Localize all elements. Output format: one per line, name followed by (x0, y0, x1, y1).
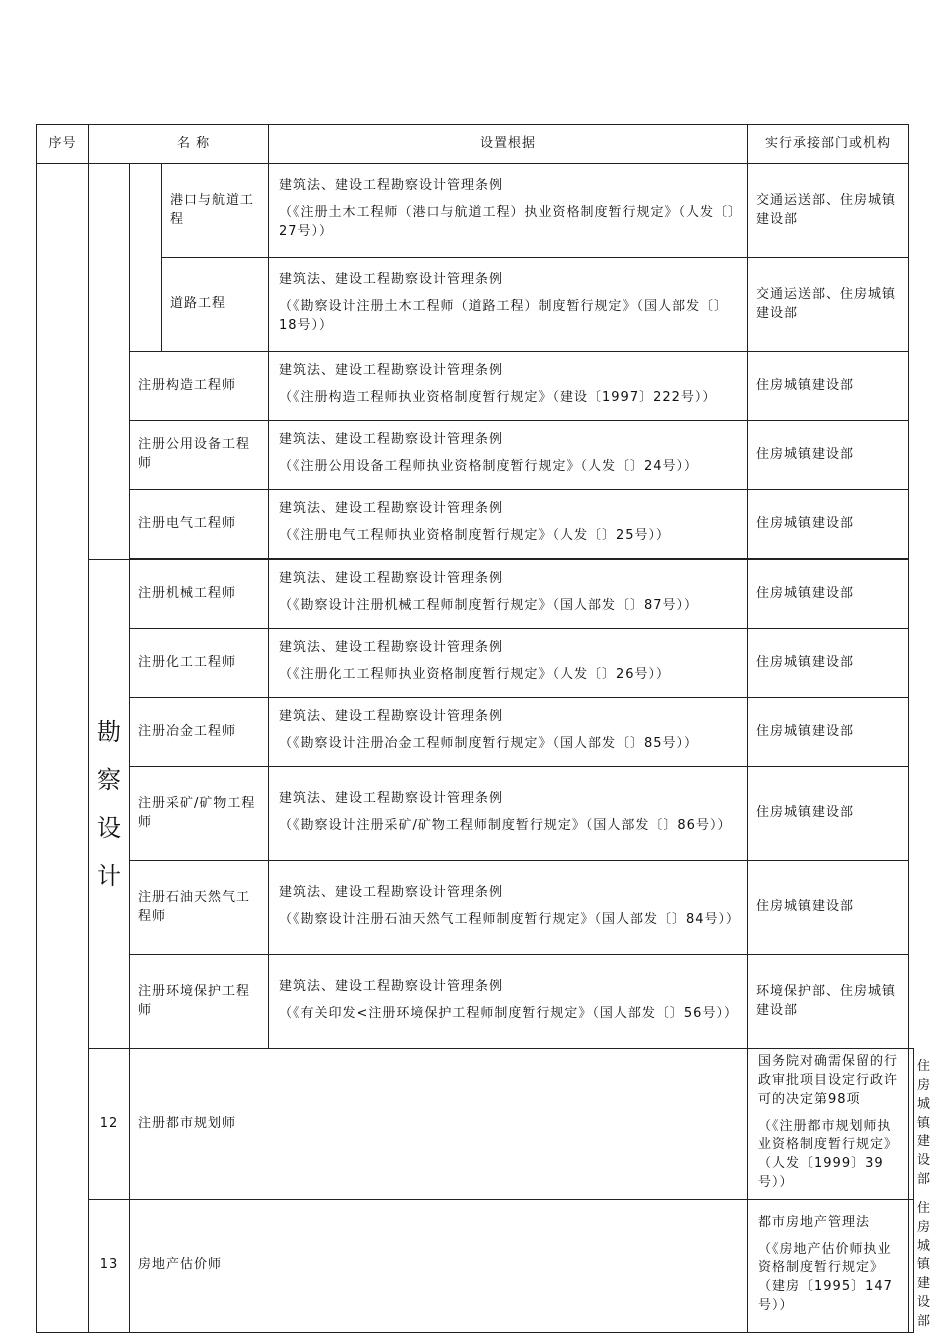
item-basis (748, 1199, 909, 1332)
subgroup-cell (130, 164, 162, 352)
header-name: 名 称 (89, 125, 269, 164)
basis-law: 建筑法、建设工程勘察设计管理条例 (279, 432, 504, 448)
category-label: 勘 察 设 计 (97, 718, 121, 890)
table-row (37, 560, 914, 629)
item-name: 港口与航道工程 (162, 164, 269, 258)
item-dept: 住房城镇建设部 (909, 1199, 914, 1332)
item-basis (269, 629, 748, 698)
basis-law: 建筑法、建设工程勘察设计管理条例 (279, 978, 504, 994)
item-name: 注册都市规划师 (130, 1049, 748, 1200)
basis-regulation: （《注册电气工程师执业资格制度暂行规定》（人发〔〕25号）） (279, 528, 671, 543)
table-row (37, 164, 914, 258)
basis-law: 建筑法、建设工程勘察设计管理条例 (279, 884, 504, 900)
item-basis (269, 767, 748, 861)
table-row (37, 352, 914, 421)
item-name: 注册公用设备工程师 (130, 421, 269, 490)
basis-regulation: （《房地产估价师执业资格制度暂行规定》（建房〔1995〕147号）） (758, 1241, 893, 1314)
item-dept: 住房城镇建设部 (748, 421, 909, 490)
item-basis (269, 258, 748, 352)
table-row (37, 767, 914, 861)
qualification-table (36, 124, 932, 1333)
basis-regulation: （《勘察设计注册机械工程师制度暂行规定》（国人部发〔〕87号）） (279, 598, 699, 613)
item-name: 房地产估价师 (130, 1199, 748, 1332)
basis-law: 都市房地产管理法 (758, 1214, 871, 1230)
item-dept: 住房城镇建设部 (748, 560, 909, 629)
no-cell-empty (37, 164, 89, 1333)
table-row (37, 698, 914, 767)
table-row (37, 1199, 914, 1332)
basis-regulation: （《注册化工工程师执业资格制度暂行规定》（人发〔〕26号）） (279, 667, 671, 682)
table-row (37, 629, 914, 698)
item-basis (269, 560, 748, 629)
header-no: 序号 (37, 125, 89, 164)
table-row (37, 421, 914, 490)
basis-law: 建筑法、建设工程勘察设计管理条例 (279, 501, 504, 517)
item-name: 注册冶金工程师 (130, 698, 269, 767)
item-dept: 环境保护部、住房城镇建设部 (748, 955, 909, 1049)
item-basis (269, 421, 748, 490)
basis-law: 建筑法、建设工程勘察设计管理条例 (279, 640, 504, 656)
item-name: 注册石油天然气工程师 (130, 861, 269, 955)
item-dept: 住房城镇建设部 (748, 698, 909, 767)
basis-law: 建筑法、建设工程勘察设计管理条例 (279, 790, 504, 806)
basis-law: 建筑法、建设工程勘察设计管理条例 (279, 363, 504, 379)
item-name: 注册电气工程师 (130, 490, 269, 559)
item-dept: 交通运送部、住房城镇建设部 (748, 258, 909, 352)
item-basis (269, 861, 748, 955)
item-name: 注册采矿/矿物工程师 (130, 767, 269, 861)
item-name: 注册环境保护工程师 (130, 955, 269, 1049)
row-number: 12 (89, 1049, 130, 1200)
basis-regulation: （《勘察设计注册土木工程师（道路工程）制度暂行规定》（国人部发〔〕18号）） (279, 299, 729, 333)
category-cell (89, 560, 130, 1049)
basis-regulation: （《有关印发<注册环境保护工程师制度暂行规定》（国人部发〔〕56号）） (279, 1005, 738, 1021)
item-dept: 住房城镇建设部 (748, 629, 909, 698)
item-basis (269, 164, 748, 258)
basis-regulation: （《勘察设计注册冶金工程师制度暂行规定》（国人部发〔〕85号）） (279, 736, 699, 751)
basis-regulation: （《勘察设计注册石油天然气工程师制度暂行规定》（国人部发〔〕84号）） (279, 911, 741, 927)
basis-regulation: （《勘察设计注册采矿/矿物工程师制度暂行规定》（国人部发〔〕86号）） (279, 817, 732, 833)
table-row (37, 1049, 914, 1200)
item-dept: 住房城镇建设部 (748, 352, 909, 421)
item-dept: 住房城镇建设部 (748, 767, 909, 861)
basis-law: 国务院对确需保留的行政审批项目设定行政许可的决定第98项 (758, 1054, 899, 1107)
item-name: 注册构造工程师 (130, 352, 269, 421)
item-name: 注册机械工程师 (130, 560, 269, 629)
item-dept: 住房城镇建设部 (748, 490, 909, 559)
basis-law: 建筑法、建设工程勘察设计管理条例 (279, 272, 504, 288)
item-dept: 住房城镇建设部 (748, 861, 909, 955)
table-header-row (37, 125, 914, 164)
table-row (37, 861, 914, 955)
item-name: 道路工程 (162, 258, 269, 352)
basis-law: 建筑法、建设工程勘察设计管理条例 (279, 709, 504, 725)
basis-regulation: （《注册构造工程师执业资格制度暂行规定》（建设〔1997〕222号）） (279, 390, 717, 405)
table-row (37, 490, 914, 559)
basis-law: 建筑法、建设工程勘察设计管理条例 (279, 178, 504, 194)
header-dept: 实行承接部门或机构 (748, 125, 909, 164)
basis-law: 建筑法、建设工程勘察设计管理条例 (279, 571, 504, 587)
item-name: 注册化工工程师 (130, 629, 269, 698)
basis-regulation: （《注册公用设备工程师执业资格制度暂行规定》（人发〔〕24号）） (279, 459, 699, 474)
header-basis: 设置根据 (269, 125, 748, 164)
basis-regulation: （《注册都市规划师执业资格制度暂行规定》（人发〔1999〕39号）） (758, 1118, 899, 1191)
item-dept: 住房城镇建设部 (909, 1049, 914, 1200)
item-basis (269, 352, 748, 421)
group-cell-upper (89, 164, 130, 560)
item-basis (748, 1049, 909, 1200)
row-number: 13 (89, 1199, 130, 1332)
table-row (37, 258, 914, 352)
item-dept: 交通运送部、住房城镇建设部 (748, 164, 909, 258)
item-basis (269, 955, 748, 1049)
basis-regulation: （《注册土木工程师（港口与航道工程）执业资格制度暂行规定》（人发〔〕27号）） (279, 205, 736, 239)
table-row (37, 955, 914, 1049)
item-basis (269, 490, 748, 559)
item-basis (269, 698, 748, 767)
